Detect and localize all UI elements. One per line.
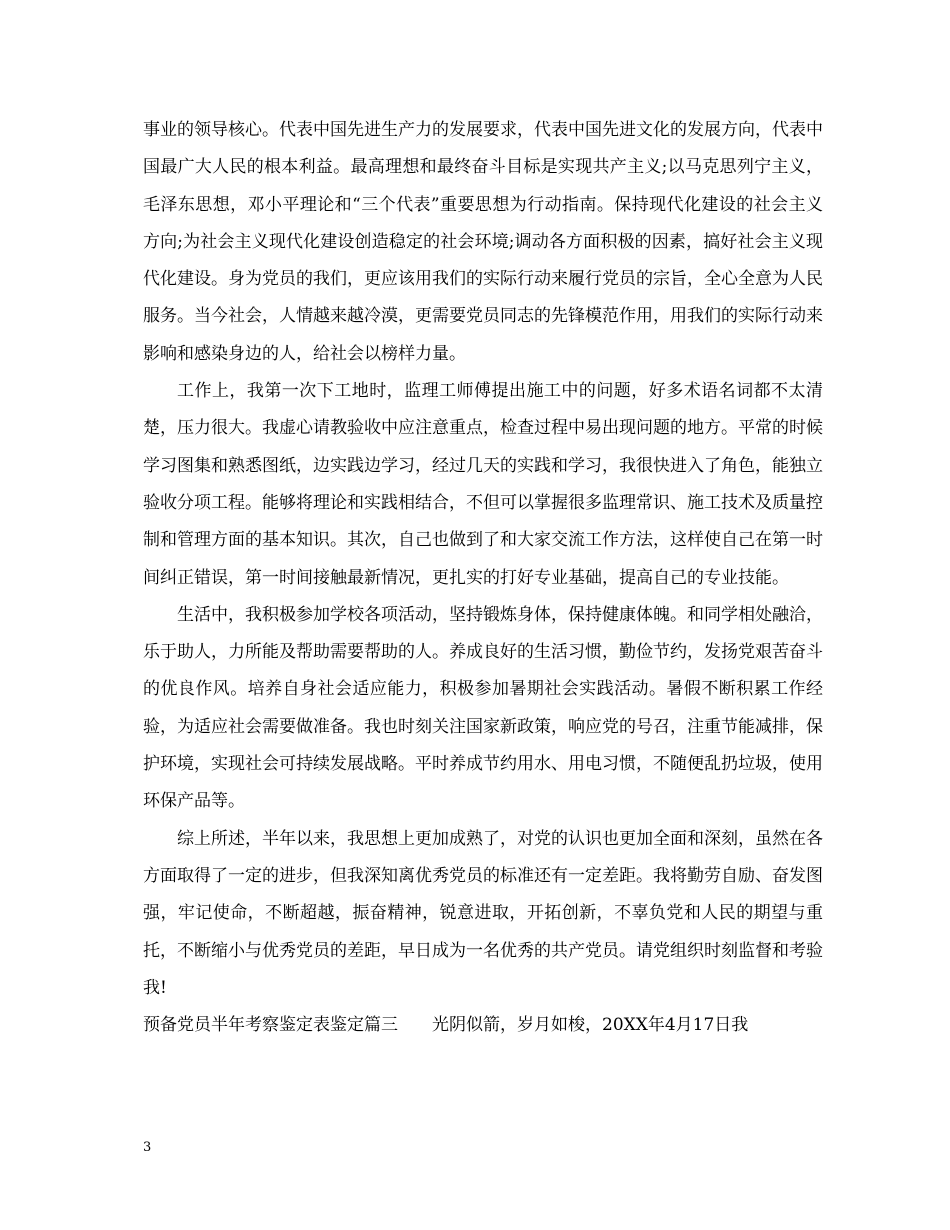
paragraph-summary: 综上所述，半年以来，我思想上更加成熟了，对党的认识也更加全面和深刻，虽然在各方面取得了一定的进步，但我深知离优秀党员的标准还有一定差距。我将勤劳自励、奋发图强，牢记使命，不断超越，振奋精神，锐意进取，开拓创新，不辜负党和人民的期望与重托，不断缩小与优秀党员的差距，早日成为一名优秀的共产党员。请党组织时刻监督和考验我!: [143, 828, 823, 998]
document-body: [143, 112, 823, 1044]
next-section-opening: 光阴似箭，岁月如梭，20XX年4月17日我: [432, 1015, 749, 1036]
paragraph-life: 生活中，我积极参加学校各项活动，坚持锻炼身体，保持健康体魄。和同学相处融洽，乐于助人，力所能及帮助需要帮助的人。养成良好的生活习惯，勤俭节约，发扬党艰苦奋斗的优良作风。培养自身社会适应能力，积极参加暑期社会实践活动。暑假不断积累工作经验，为适应社会需要做准备。我也时刻关注国家新政策，响应党的号召，注重节能减排，保护环境，实现社会可持续发展战略。平时养成节约用水、用电习惯，不随便乱扔垃圾，使用环保产品等。: [143, 604, 823, 812]
paragraph-continued: 事业的领导核心。代表中国先进生产力的发展要求，代表中国先进文化的发展方向，代表中国最广大人民的根本利益。最高理想和最终奋斗目标是实现共产主义;以马克思列宁主义，毛泽东思想，邓小平理论和“三个代表”重要思想为行动指南。保持现代化建设的社会主义方向;为社会主义现代化建设创造稳定的社会环境;调动各方面积极的因素，搞好社会主义现代化建设。身为党员的我们，更应该用我们的实际行动来履行党员的宗旨，全心全意为人民服务。当今社会，人情越来越冷漠，更需要党员同志的先锋模范作用，用我们的实际行动来影响和感染身边的人，给社会以榜样力量。: [143, 120, 823, 364]
next-section-heading: 预备党员半年考察鉴定表鉴定篇三: [143, 1015, 398, 1036]
page-number: 3: [143, 1140, 152, 1155]
next-section-line: [143, 1007, 823, 1044]
paragraph-work: 工作上，我第一次下工地时，监理工师傅提出施工中的问题，好多术语名词都不太清楚，压力很大。我虚心请教验收中应注意重点，检查过程中易出现问题的地方。平常的时候学习图集和熟悉图纸，边实践边学习，经过几天的实践和学习，我很快进入了角色，能独立验收分项工程。能够将理论和实践相结合，不但可以掌握很多监理常识、施工技术及质量控制和管理方面的基本知识。其次，自己也做到了和大家交流工作方法，这样使自己在第一时间纠正错误，第一时间接触最新情况，更扎实的打好专业基础，提高自己的专业技能。: [143, 381, 823, 588]
